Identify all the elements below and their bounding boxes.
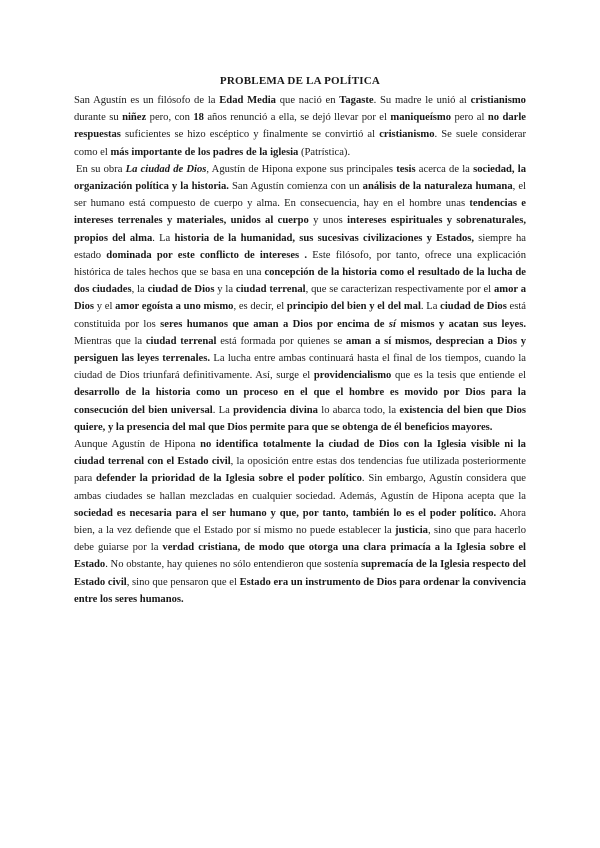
text-run: San Agustín comienza con un — [228, 181, 363, 193]
page-title: PROBLEMA DE LA POLÍTICA — [219, 75, 381, 87]
document-body — [74, 92, 526, 608]
text-run: y la — [214, 284, 236, 296]
text-run: justicia — [394, 525, 428, 537]
text-run: sí — [388, 318, 396, 330]
text-run: siempre ha estado — [74, 232, 526, 261]
text-run: seres humanos que aman a Dios por encima de — [160, 318, 389, 330]
text-run: , el ser humano está compuesto de cuerpo y alma. En consecuencia, hay en el hombre unas — [74, 181, 526, 210]
text-run: , es decir, el — [233, 301, 287, 313]
text-run: desarrollo de la historia como un proceso en el que el hombre es movido por Dios para la consecución del bien universal — [74, 387, 526, 416]
text-run: amor a Dios — [74, 284, 527, 313]
text-run: , sino que pensaron que el — [126, 576, 240, 588]
text-run: En su obra — [76, 163, 126, 175]
text-run: . Sin embargo, Agustín considera que ambas ciudades se hallan mezcladas en cualquier sociedad. Además, Agustín de Hipona acepta que la — [74, 473, 526, 502]
text-run: Tagaste — [339, 95, 374, 106]
text-run: no darle respuestas — [74, 112, 526, 141]
text-run: existencia del bien que Dios quiere, y la presencia del mal que Dios permite para que se obtenga de él beneficios mayores. — [74, 404, 526, 433]
text-run: providencialismo — [313, 370, 392, 382]
paragraph-iglesia-estado — [74, 436, 526, 608]
text-run: dominada por este conflicto de intereses . — [106, 249, 308, 261]
text-run: providencia divina — [233, 404, 318, 416]
text-run: . Su madre le unió al — [373, 95, 471, 106]
text-run: mismos y acatan sus leyes. — [395, 318, 526, 330]
text-run: La lucha entre ambas continuará hasta el final de los tiempos, cuando la ciudad de Dios triunfará definitivamente. Así, surge el — [74, 353, 527, 382]
text-run: Estado era un instrumento de Dios para ordenar la convivencia entre los seres humanos. — [74, 576, 526, 605]
text-run: y el — [94, 301, 116, 313]
text-run: amor egoísta a uno mismo — [115, 301, 234, 313]
text-run: San Agustín es un filósofo de la — [74, 95, 220, 106]
text-run: Aunque Agustín de Hipona — [74, 439, 201, 451]
text-run: , sino que para hacerlo debe guiarse por la — [74, 525, 526, 554]
text-run: tesis — [396, 163, 416, 175]
text-run: está constituida por los — [74, 301, 526, 330]
text-run: , Agustín de Hipona expone sus principales — [206, 163, 397, 175]
text-run: pero al — [451, 112, 488, 124]
text-run: ciudad terrenal — [235, 284, 306, 296]
paragraph-intro — [74, 92, 526, 161]
text-run: análisis de la naturaleza humana — [362, 181, 513, 193]
text-run: , la — [131, 284, 148, 296]
text-run: sociedad es necesaria para el ser humano y que, por tanto, también lo es el poder político. — [74, 507, 497, 519]
text-run: años renunció a ella, se dejó llevar por el — [203, 112, 391, 124]
text-run: ciudad de Dios — [440, 301, 507, 313]
text-run: pero, con — [146, 112, 194, 124]
text-run: concepción de la historia como el resultado de la lucha de dos ciudades — [74, 267, 526, 296]
text-run: , la oposición entre estas dos tendencias fue utilizada posteriormente para — [74, 456, 527, 485]
text-run: principio del bien y el del mal — [286, 301, 421, 313]
text-run: no identifica totalmente la ciudad de Dios con la Iglesia visible ni la ciudad terrenal con el Estado civil — [74, 439, 526, 468]
text-run: Este filósofo, por tanto, ofrece una explicación histórica de tales hechos que se basa en una — [74, 249, 527, 279]
text-run: 18 — [193, 112, 204, 124]
text-run: (Patrística). — [298, 146, 351, 158]
text-run: que es la tesis que entiende el — [391, 370, 527, 382]
text-run: verdad cristiana, de modo que otorga una clara primacía a la Iglesia sobre el Estado — [74, 542, 526, 571]
text-run: Mientras que la — [74, 335, 146, 347]
text-run: está formada por quienes se — [216, 335, 347, 347]
text-run: maniqueísmo — [390, 112, 452, 124]
text-run: , que se caracterizan respectivamente por el — [305, 284, 494, 296]
text-run: . La — [152, 232, 175, 244]
text-run: . No obstante, hay quienes no sólo entendieron que sostenía — [105, 559, 362, 571]
text-run: suficientes se hizo escéptico y finalmente se convirtió al — [120, 129, 380, 141]
text-run: ciudad de Dios — [147, 284, 215, 296]
text-run: lo abarca todo, la — [317, 404, 400, 416]
text-run: La ciudad de Dios — [125, 163, 207, 175]
text-run: Edad Media — [219, 95, 276, 106]
text-run: Ahora bien, a la vez defiende que el Estado por sí mismo no puede establecer la — [74, 507, 527, 537]
text-run: supremacía de la Iglesia respecto del Estado civil — [74, 559, 527, 588]
text-run: sociedad, la organización política y la historia. — [74, 163, 527, 193]
text-run: tendencias e intereses terrenales y materiales, unidos al cuerpo — [74, 198, 526, 227]
text-run: . La — [420, 301, 441, 313]
text-run: que nació en — [275, 95, 340, 106]
text-run: ciudad terrenal — [145, 335, 217, 347]
text-run: más importante de los padres de la iglesia — [110, 146, 299, 158]
text-run: durante su — [74, 112, 123, 124]
paragraph-ciudad-de-dios — [74, 161, 526, 436]
text-run: cristianismo — [470, 95, 526, 106]
text-run: defender la prioridad de la Iglesia sobre el poder político — [96, 473, 362, 485]
text-run: historia de la humanidad, sus sucesivas civilizaciones y Estados, — [174, 232, 475, 244]
text-run: aman a sí mismos, desprecian a Dios y persiguen las leyes terrenales. — [74, 335, 526, 365]
text-run: intereses espirituales y sobrenaturales, propios del alma — [74, 215, 526, 244]
text-run: acerca de la — [415, 163, 474, 175]
text-run: . La — [212, 404, 234, 416]
text-run: . Se suele considerar como el — [74, 129, 526, 158]
text-run: niñez — [122, 112, 147, 124]
text-run: cristianismo — [379, 129, 435, 141]
text-run: y unos — [308, 215, 348, 227]
